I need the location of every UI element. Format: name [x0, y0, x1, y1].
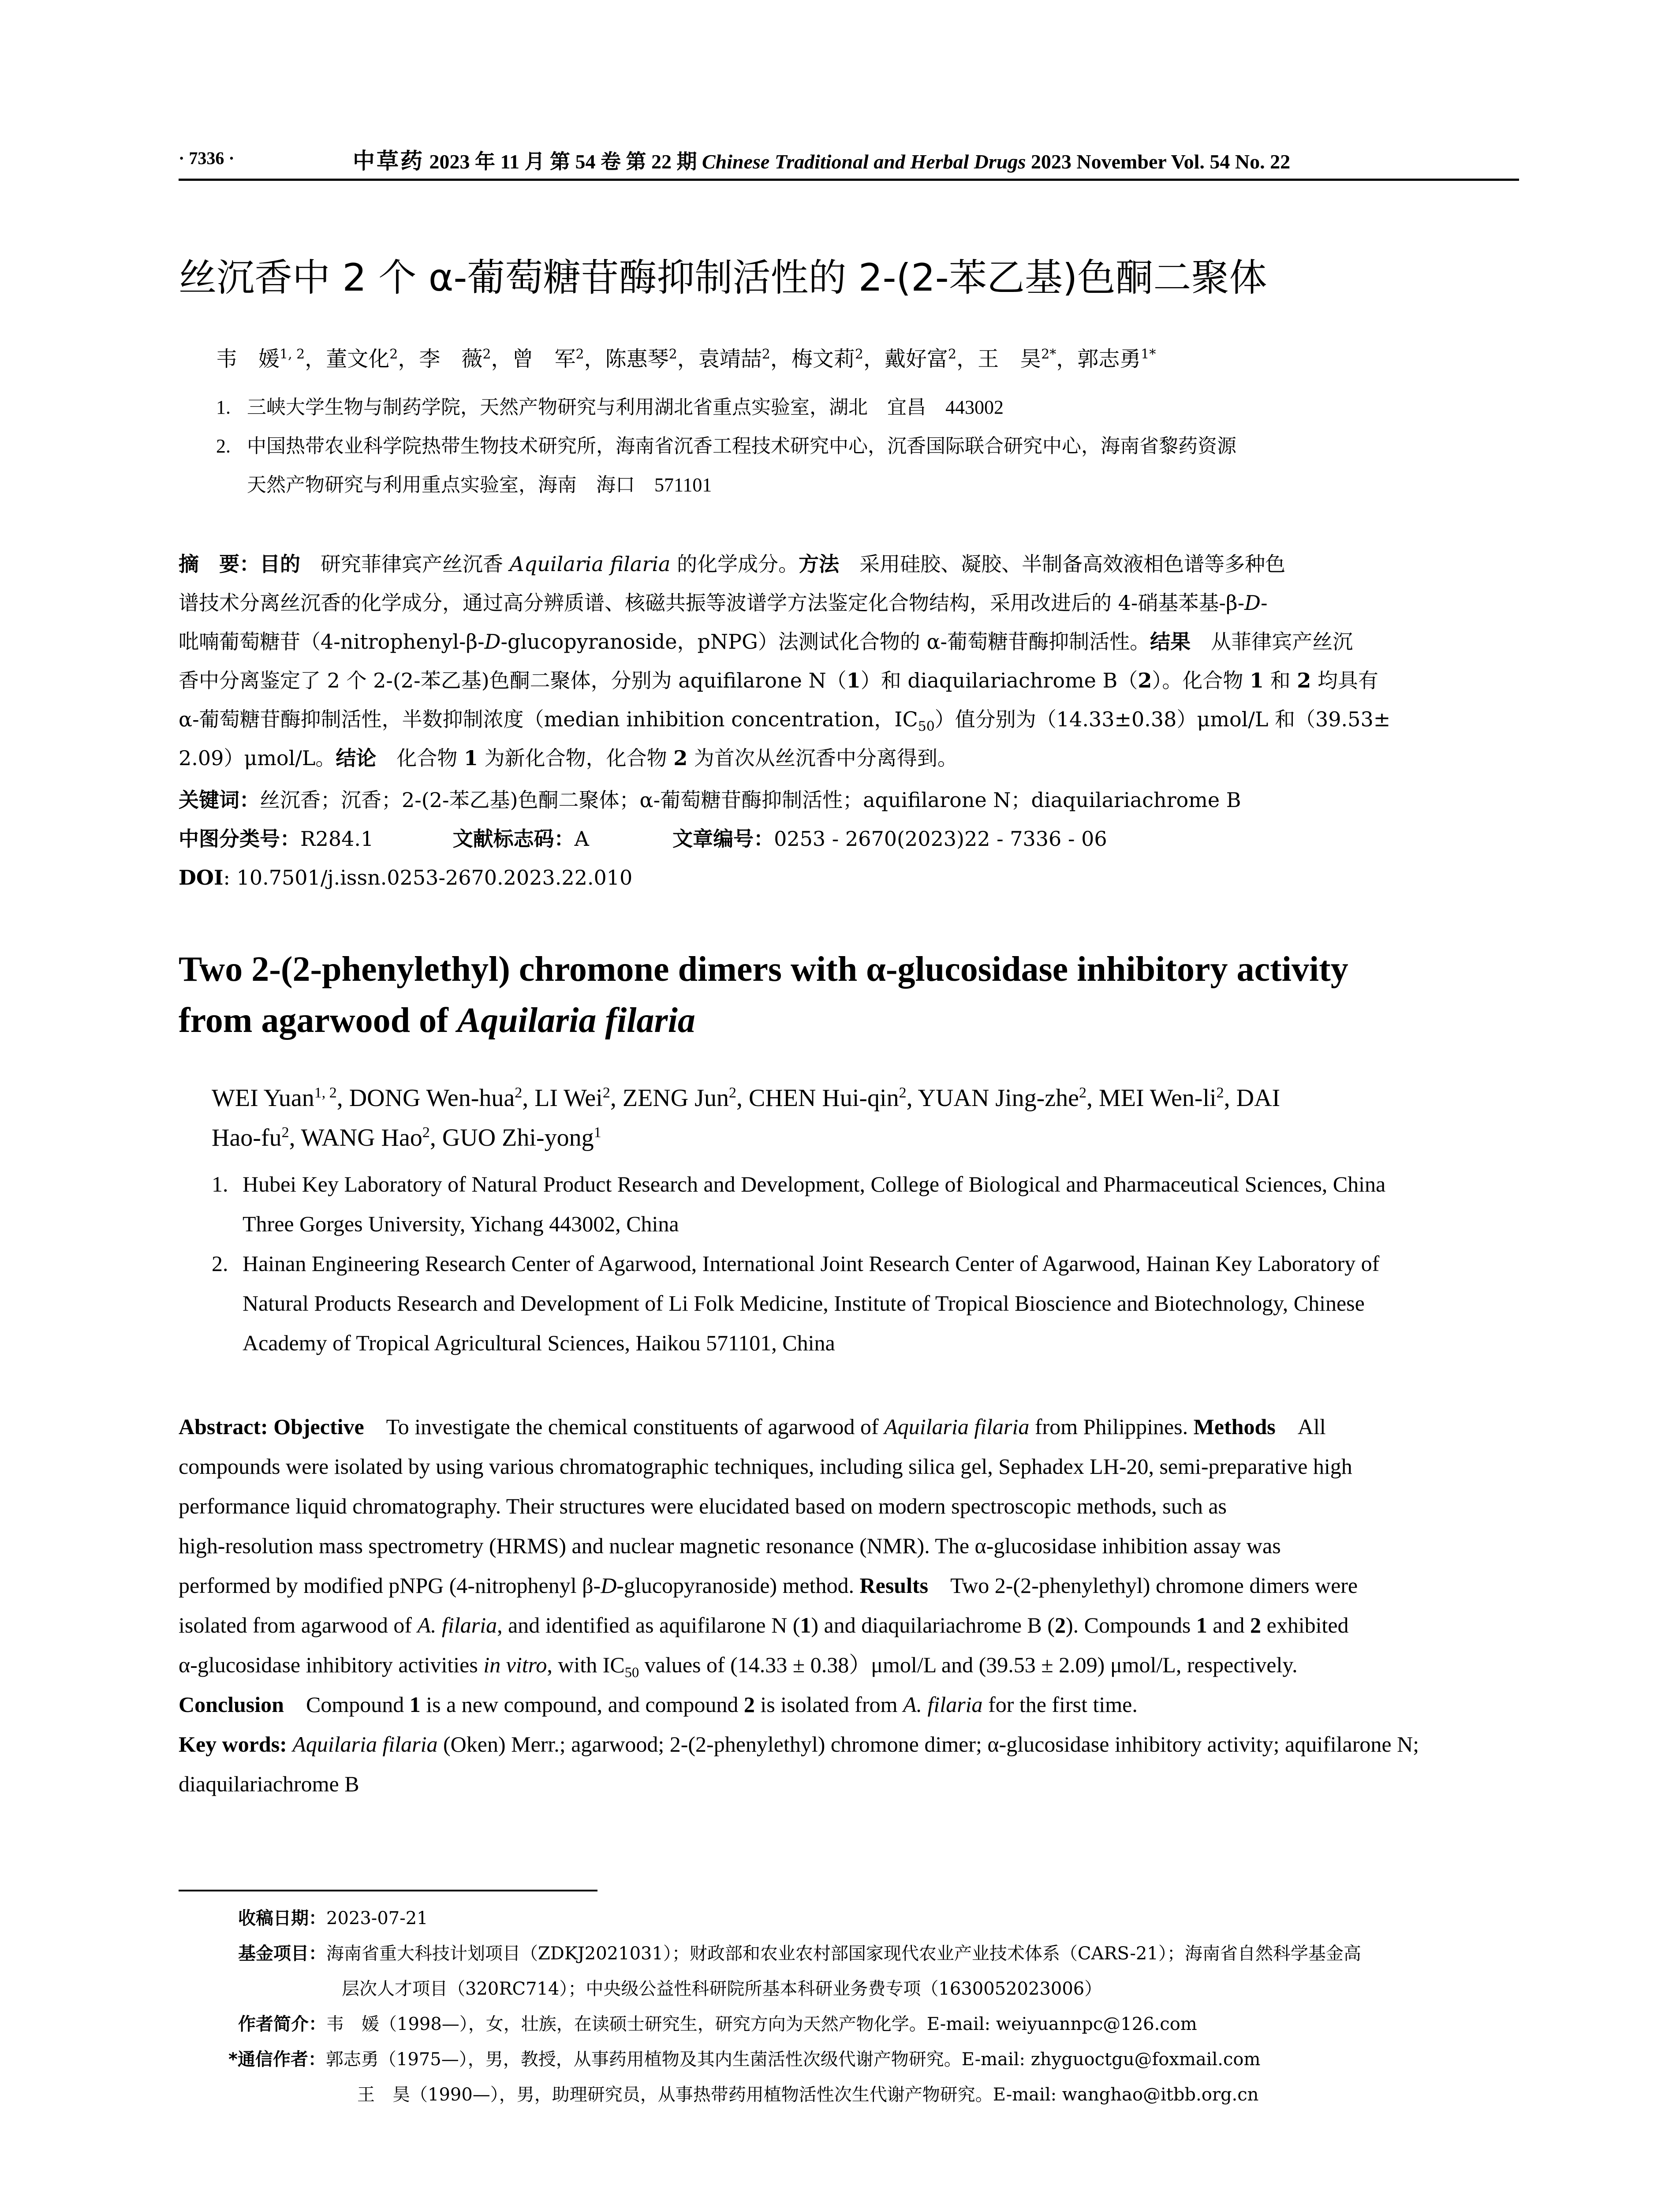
text-run: high-resolution mass spectrometry (HRMS) and nuclear magnetic resonance (NMR). The α-glucosidase inhibition assay was	[179, 1533, 1281, 1558]
abstract-line	[179, 545, 1519, 583]
text-run: 谱技术分离丝沉香的化学成分，通过高分辨质谱、核磁共振等波谱学方法鉴定化合物结构，采用改进后的 4-硝基苯基-β-	[179, 591, 1245, 615]
separator: ，	[770, 347, 791, 371]
issue-en: 2023 November Vol. 54 No. 22	[1030, 150, 1291, 173]
text-run: D	[601, 1573, 617, 1598]
author-name: 王 昊	[978, 347, 1042, 371]
en-author-affil-mark: 2	[728, 1084, 736, 1101]
en-author-name: , MEI Wen-li	[1086, 1084, 1217, 1112]
cn-keywords-label: 关键词：	[179, 788, 260, 812]
affiliation-text	[243, 1244, 1519, 1363]
cn-author	[698, 347, 791, 371]
text-run: Two 2-(2-phenylethyl) chromone dimers were	[928, 1573, 1358, 1598]
en-abstract-line	[179, 1605, 1519, 1645]
text-run: , and identified as aquifilarone N (	[497, 1613, 800, 1637]
text-run: 50	[624, 1665, 639, 1681]
text-run: 2	[743, 1692, 755, 1717]
affiliation-number: 2.	[212, 1251, 228, 1276]
cn-author	[885, 347, 978, 371]
text-run: 2	[1054, 1613, 1066, 1637]
en-keywords-label: Key words:	[179, 1732, 293, 1757]
en-abstract-line	[179, 1566, 1519, 1605]
text-run: Results	[859, 1573, 929, 1598]
text-run: from Philippines.	[1029, 1414, 1194, 1439]
fund-text: 海南省重大科技计划项目（ZDKJ2021031）；财政部和农业农村部国家现代农业产业技术体系（CARS-21）；海南省自然科学基金高	[326, 1943, 1361, 1964]
cn-author	[419, 347, 512, 371]
text-run: for the first time.	[982, 1692, 1138, 1717]
separator: ，	[491, 347, 512, 371]
text-run: 为新化合物，化合物	[478, 746, 674, 770]
text-run: 1	[1249, 669, 1264, 692]
issue-cn: 2023 年 11 月 第 54 卷 第 22 期	[429, 150, 697, 173]
en-authors	[212, 1078, 1519, 1158]
cn-abstract	[179, 545, 1519, 777]
author-affil-mark: 2	[482, 347, 491, 362]
footnotes	[228, 1901, 1519, 2112]
en-title-line1: Two 2-(2-phenylethyl) chromone dimers with α-glucosidase inhibitory activity	[179, 950, 1348, 989]
text-run: -glucopyranoside，pNPG）法测试化合物的 α-葡萄糖苷酶抑制活性。	[500, 630, 1150, 654]
corr-author-1	[228, 2042, 1519, 2077]
en-abstract	[179, 1407, 1519, 1724]
text-run: performed by modified pNPG (4-nitrophenyl β-	[179, 1573, 601, 1598]
en-abstract-line	[179, 1486, 1519, 1526]
text-run: 2	[673, 746, 688, 770]
header-rule	[179, 179, 1519, 181]
corr-label: *通信作者：	[228, 2049, 326, 2070]
separator: ，	[956, 347, 978, 371]
affiliation-number: 2.	[216, 435, 231, 457]
en-keywords	[179, 1724, 1519, 1804]
text-run: ）和 diaquilariachrome B（	[860, 669, 1138, 692]
separator: ，	[677, 347, 698, 371]
en-author-name: , CHEN Hui-qin	[736, 1084, 899, 1112]
text-run: 从菲律宾产丝沉	[1191, 630, 1353, 654]
text-run: All	[1275, 1414, 1326, 1439]
text-run: 1	[846, 669, 861, 692]
separator: ，	[1056, 347, 1078, 371]
text-run: A. filaria	[903, 1692, 983, 1717]
cn-author	[1077, 347, 1156, 371]
en-author-name: Hao-fu	[212, 1124, 282, 1151]
text-run: 和	[1263, 669, 1297, 692]
cn-classification-row	[179, 819, 1519, 858]
en-keywords-line2: diaquilariachrome B	[179, 1771, 359, 1796]
clc-label: 中图分类号：	[179, 827, 300, 851]
text-run: 为首次从丝沉香中分离得到。	[687, 746, 958, 770]
en-author-name: , DAI	[1224, 1084, 1281, 1112]
text-run: 1	[800, 1613, 811, 1637]
received-label: 收稿日期：	[238, 1908, 326, 1928]
en-author-affil-mark: 2	[1216, 1084, 1224, 1101]
author-name: 梅文莉	[791, 347, 855, 371]
affiliation-line: 中国热带农业科学院热带生物技术研究所，海南省沉香工程技术研究中心，沉香国际联合研究中心，海南省黎药资源	[247, 435, 1236, 457]
text-run: 结果	[1150, 630, 1191, 654]
footnote-rule	[179, 1890, 597, 1891]
text-run: and	[1207, 1613, 1250, 1637]
text-run: , with IC	[547, 1652, 625, 1677]
text-run: Methods	[1193, 1414, 1276, 1439]
text-run: ）值分别为（14.33±0.38）μmol/L 和（39.53±	[934, 707, 1391, 731]
author-affil-mark: 2	[855, 347, 864, 362]
running-header	[179, 143, 1519, 179]
text-run: Aquilaria filaria	[884, 1414, 1030, 1439]
doc-code-value: A	[574, 827, 589, 851]
text-run: α-glucosidase inhibitory activities	[179, 1652, 484, 1677]
en-author-name: , LI Wei	[522, 1084, 603, 1112]
affiliation-line: Hubei Key Laboratory of Natural Product Research and Development, College of Biological and Pharmaceutical Sciences, China	[243, 1172, 1386, 1196]
text-run: D	[484, 630, 501, 654]
text-run: 2	[1138, 669, 1152, 692]
affiliation-line: Academy of Tropical Agricultural Sciences, Haikou 571101, China	[243, 1330, 835, 1355]
abstract-line	[179, 583, 1519, 622]
fund-line1	[238, 1936, 1519, 1971]
text-run: -glucopyranoside) method.	[616, 1573, 860, 1598]
en-title	[179, 944, 1519, 1046]
journal-line	[353, 143, 1290, 175]
abstract-line	[179, 739, 1519, 777]
text-run: ）。化合物	[1152, 669, 1250, 692]
abstract-line	[179, 622, 1519, 661]
text-run: 目的	[260, 552, 300, 576]
cn-author	[978, 347, 1077, 371]
cn-meta	[179, 781, 1519, 897]
en-author-name: WEI Yuan	[212, 1084, 314, 1112]
abstract-line	[179, 661, 1519, 700]
author-affil-mark: 1, 2	[280, 347, 305, 362]
text-run: 化合物	[376, 746, 464, 770]
en-author-affil-mark: 2	[899, 1084, 907, 1101]
corr-text-1: 郭志勇（1975—），男，教授，从事药用植物及其内生菌活性次级代谢产物研究。E-mail: zhyguoctgu@foxmail.com	[325, 2049, 1261, 2070]
text-run: is a new compound, and compound	[420, 1692, 744, 1717]
author-affil-mark: 1*	[1141, 347, 1156, 362]
text-run: isolated from agarwood of	[179, 1613, 418, 1637]
author-name: 曾 军	[512, 347, 576, 371]
text-run: 2.09）μmol/L。	[179, 746, 336, 770]
clc-value: R284.1	[300, 827, 374, 851]
text-run: 香中分离鉴定了 2 个 2-(2-苯乙基)色酮二聚体，分别为 aquifilarone N（	[179, 669, 847, 692]
received-date	[238, 1901, 1519, 1936]
fund-label: 基金项目：	[238, 1943, 326, 1964]
cn-author	[605, 347, 698, 371]
separator: ，	[584, 347, 605, 371]
cn-author	[216, 347, 326, 371]
text-run: compounds were isolated by using various chromatographic techniques, including silica gel, Sephadex LH-20, semi-preparative high	[179, 1454, 1352, 1479]
text-run: ) and diaquilariachrome B (	[811, 1613, 1055, 1637]
text-run: 50	[918, 719, 935, 735]
affiliation-text	[243, 1164, 1519, 1244]
text-run: D	[1244, 591, 1261, 615]
text-run: 采用硅胶、凝胶、半制备高效液相色谱等多种色	[839, 552, 1286, 576]
en-abstract-line	[179, 1685, 1519, 1724]
author-affil-mark: 2*	[1041, 347, 1057, 362]
en-title-line2	[179, 995, 1519, 1046]
en-author-name: , WANG Hao	[289, 1124, 422, 1151]
en-author-name: , ZENG Jun	[610, 1084, 729, 1112]
doi-row	[179, 858, 1519, 897]
text-run: is isolated from	[754, 1692, 903, 1717]
cn-author	[326, 347, 419, 371]
text-run: (Oken) Merr.; agarwood; 2-(2-phenylethyl) chromone dimer; α-glucosidase inhibitory activity; aquifilarone N;	[437, 1732, 1419, 1757]
author-affil-mark: 2	[668, 347, 677, 362]
affiliation-number: 1.	[212, 1172, 228, 1196]
text-run: 2	[1250, 1613, 1261, 1637]
author-name: 韦 媛	[216, 347, 280, 371]
cn-title: 丝沉香中 2 个 α-葡萄糖苷酶抑制活性的 2-(2-苯乙基)色酮二聚体	[179, 256, 1267, 300]
affiliation-number: 1.	[216, 396, 231, 418]
doi-label: DOI	[179, 866, 224, 889]
author-name: 郭志勇	[1077, 347, 1141, 371]
en-author-affil-mark: 1	[594, 1124, 601, 1141]
en-abstract-line	[179, 1407, 1519, 1446]
journal-name-cn: 中草药	[353, 149, 424, 173]
affiliation-line: 三峡大学生物与制药学院，天然产物研究与利用湖北省重点实验室，湖北 宜昌 443002	[247, 396, 1004, 418]
text-run: A. filaria	[417, 1613, 497, 1637]
author-name: 戴好富	[885, 347, 948, 371]
cn-author	[512, 347, 605, 371]
en-author-affil-mark: 2	[422, 1124, 430, 1141]
en-author-name: , GUO Zhi-yong	[429, 1124, 594, 1151]
author-name: 李 薇	[419, 347, 483, 371]
cn-keywords: 丝沉香；沉香；2-(2-苯乙基)色酮二聚体；α-葡萄糖苷酶抑制活性；aquifilarone N；diaquilariachrome B	[260, 788, 1241, 812]
abstract-line	[179, 700, 1519, 739]
author-name: 陈惠琴	[605, 347, 669, 371]
text-run: ). Compounds	[1065, 1613, 1196, 1637]
text-run: 1	[464, 746, 478, 770]
bio-label: 作者简介：	[238, 2014, 326, 2034]
article-no-value: 0253 - 2670(2023)22 - 7336 - 06	[774, 827, 1107, 851]
text-run: 吡喃葡萄糖苷（4-nitrophenyl-β-	[179, 630, 485, 654]
en-author-affil-mark: 1, 2	[314, 1084, 337, 1101]
en-abstract-line	[179, 1446, 1519, 1486]
affiliation-line: 天然产物研究与利用重点实验室，海南 海口 571101	[247, 474, 712, 496]
text-run: 2	[1297, 669, 1311, 692]
author-affil-mark: 2	[762, 347, 770, 362]
en-authors-line1	[212, 1078, 1519, 1118]
doc-code-label: 文献标志码：	[452, 827, 575, 851]
en-author-affil-mark: 2	[1079, 1084, 1087, 1101]
cn-author	[791, 347, 885, 371]
en-keywords-line1	[179, 1724, 1519, 1764]
text-run: 的化学成分。	[670, 552, 799, 576]
affiliation-line: Natural Products Research and Development of Li Folk Medicine, Institute of Tropical Bioscience and Biotechnology, Chinese	[243, 1291, 1365, 1316]
separator: ，	[305, 347, 326, 371]
journal-name-en: Chinese Traditional and Herbal Drugs	[702, 150, 1026, 173]
text-run: 1	[1196, 1613, 1207, 1637]
affiliation-line: Hainan Engineering Research Center of Agarwood, International Joint Research Center of Agarwood, Hainan Key Laboratory of	[243, 1251, 1380, 1276]
en-author-name: , YUAN Jing-zhe	[906, 1084, 1079, 1112]
text-run: 研究菲律宾产丝沉香	[300, 552, 510, 576]
en-abstract-line	[179, 1645, 1519, 1685]
author-affil-mark: 2	[948, 347, 957, 362]
en-title-part: from agarwood of	[179, 1001, 457, 1040]
author-name: 董文化	[326, 347, 390, 371]
text-run: Abstract: Objective	[179, 1414, 364, 1439]
doi-value: : 10.7501/j.issn.0253-2670.2023.22.010	[223, 866, 633, 889]
received-value: 2023-07-21	[326, 1908, 428, 1928]
text-run: in vitro	[483, 1652, 547, 1677]
text-run: Compound	[284, 1692, 410, 1717]
en-author-affil-mark: 2	[515, 1084, 523, 1101]
separator: ，	[863, 347, 885, 371]
text-run: 1	[409, 1692, 421, 1717]
bio-text: 韦 媛（1998—），女，壮族，在读硕士研究生，研究方向为天然产物化学。E-mail: weiyuannpc@126.com	[326, 2014, 1197, 2034]
en-title-species: Aquilaria filaria	[457, 1001, 695, 1040]
en-author-affil-mark: 2	[602, 1084, 610, 1101]
author-name: 袁靖喆	[698, 347, 762, 371]
text-run: 结论	[336, 746, 377, 770]
text-run: 均具有	[1311, 669, 1378, 692]
separator: ，	[398, 347, 419, 371]
text-run: Aquilaria filaria	[509, 552, 671, 576]
affiliation-text	[247, 388, 1519, 427]
text-run: 方法	[799, 552, 840, 576]
en-authors-line2	[212, 1118, 1519, 1158]
abstract-label: 摘 要：	[179, 552, 260, 576]
text-run: Aquilaria filaria	[292, 1732, 438, 1757]
page-number: · 7336 ·	[179, 148, 235, 168]
article-no-label: 文章编号：	[672, 827, 774, 851]
text-run: -	[1261, 591, 1268, 615]
affiliation-text	[247, 427, 1519, 505]
cn-keywords-row	[179, 781, 1519, 819]
author-bio	[238, 2007, 1519, 2042]
text-run: performance liquid chromatography. Their structures were elucidated based on modern spectroscopic methods, such as	[179, 1494, 1227, 1518]
en-author-name: , DONG Wen-hua	[336, 1084, 515, 1112]
en-abstract-line	[179, 1526, 1519, 1566]
fund-line2: 层次人才项目（320RC714）；中央级公益性科研院所基本科研业务费专项（1630052023006）	[342, 1979, 1102, 1999]
text-run: To investigate the chemical constituents of agarwood of	[364, 1414, 885, 1439]
corr-author-2: 王 昊（1990—），男，助理研究员，从事热带药用植物活性次生代谢产物研究。E-mail: wanghao@itbb.org.cn	[357, 2085, 1259, 2105]
author-affil-mark: 2	[389, 347, 398, 362]
affiliation-line: Three Gorges University, Yichang 443002, China	[243, 1211, 679, 1236]
text-run: Conclusion	[179, 1692, 284, 1717]
author-affil-mark: 2	[575, 347, 584, 362]
text-run: α-葡萄糖苷酶抑制活性，半数抑制浓度（median inhibition concentration，IC	[179, 707, 918, 731]
text-run: values of (14.33 ± 0.38）μmol/L and (39.53 ± 2.09) μmol/L, respectively.	[639, 1652, 1298, 1677]
cn-authors	[216, 342, 1156, 372]
en-author-affil-mark: 2	[281, 1124, 289, 1141]
text-run: exhibited	[1261, 1613, 1349, 1637]
